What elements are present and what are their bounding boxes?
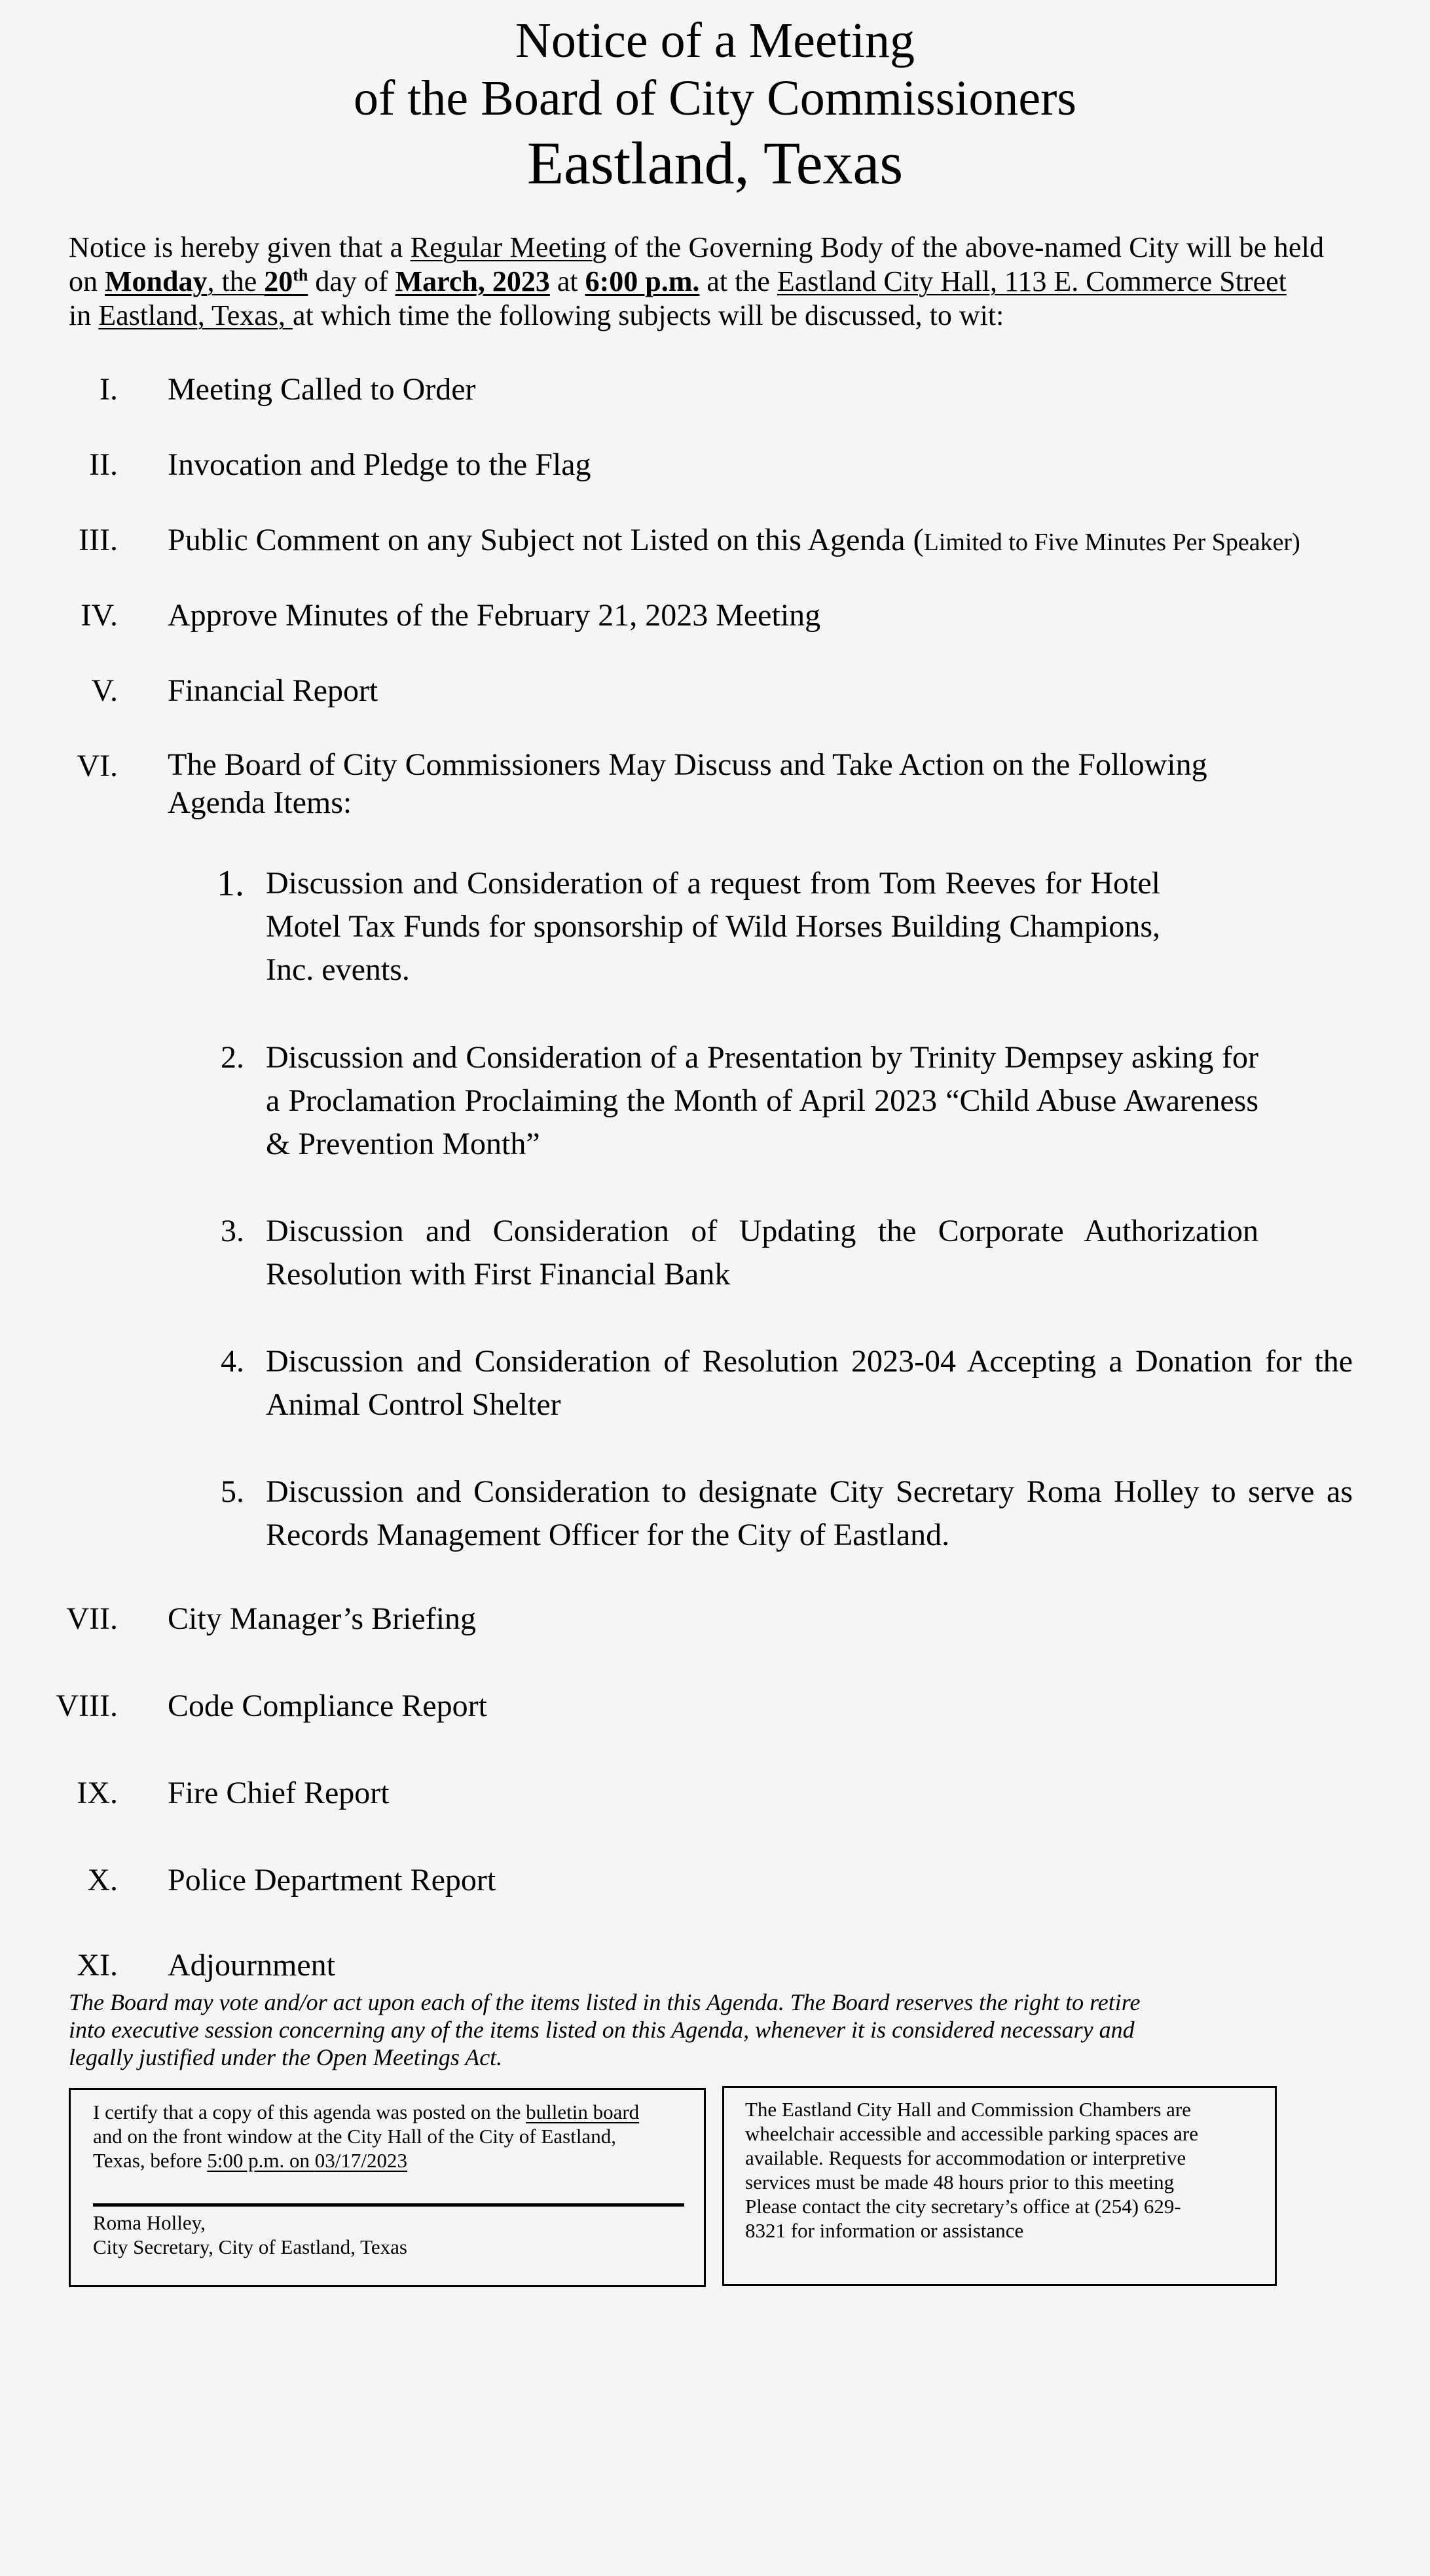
notice-text: in: [69, 299, 99, 331]
notice-text: at the: [699, 265, 777, 297]
signature-block: [93, 2211, 407, 2259]
meeting-type: Regular Meeting: [410, 231, 607, 263]
title-city: Eastland, Texas: [526, 130, 904, 196]
meeting-day-number: 20th: [264, 265, 308, 297]
sub-item-number: 2.: [221, 1040, 244, 1075]
sub-item-number: 1.: [217, 863, 244, 904]
agenda-text: Public Comment on any Subject not Listed on this Agenda (Limited to Five Minutes Per Speaker): [168, 523, 1300, 557]
sub-item-text: Discussion and Consideration of Updating the Corporate Authorization Resolution with First Financial Bank: [266, 1214, 1258, 1292]
signature-line: [93, 2203, 684, 2207]
agenda-number: VIII.: [56, 1689, 118, 1723]
agenda-number: VI.: [77, 749, 118, 783]
agenda-number: XI.: [77, 1948, 118, 1983]
agenda-text: Adjournment: [168, 1948, 335, 1983]
sub-item-number: 3.: [221, 1214, 244, 1248]
executive-session-disclaimer: The Board may vote and/or act upon each of the items listed in this Agenda. The Board reserves the right to retire into executive session concerning any of the items listed on this Agenda, whenever it is considered necessary and legally justified under the Open Meetings Act.: [69, 1989, 1141, 2070]
title-line-2: of the Board of City Commissioners: [353, 71, 1077, 126]
posting-date: 03/17/2023: [314, 2149, 407, 2172]
meeting-city: Eastland, Texas,: [98, 299, 293, 331]
agenda-text: City Manager’s Briefing: [168, 1601, 477, 1636]
agenda-number: III.: [79, 523, 118, 557]
agenda-text: The Board of City Commissioners May Discuss and Take Action on the Following Agenda Items:: [168, 747, 1207, 820]
notice-text: day of: [308, 265, 395, 297]
notice-text: Notice is hereby given that a: [69, 231, 411, 263]
sub-item-number: 5.: [221, 1474, 244, 1509]
agenda-text: Financial Report: [168, 673, 378, 708]
posting-time: 5:00 p.m.: [207, 2149, 285, 2172]
secretary-name: Roma Holley,: [93, 2211, 206, 2234]
agenda-text: Invocation and Pledge to the Flag: [168, 447, 591, 482]
sub-item-text: Discussion and Consideration of a request from Tom Reeves for Hotel Motel Tax Funds for sponsorship of Wild Horses Building Champions, Inc. events.: [266, 866, 1160, 987]
notice-text: , the: [207, 265, 265, 297]
meeting-location: Eastland City Hall, 113 E. Commerce Street: [777, 265, 1287, 297]
meeting-day-name: Monday: [105, 265, 208, 297]
agenda-text: Fire Chief Report: [168, 1776, 390, 1810]
notice-text: at which time the following subjects will be discussed, to wit:: [292, 299, 1004, 331]
posting-place: bulletin board: [526, 2100, 640, 2123]
agenda-text: Meeting Called to Order: [168, 372, 476, 407]
meeting-time: 6:00 p.m.: [585, 265, 700, 297]
agenda-number: VII.: [66, 1601, 118, 1636]
agenda-number: X.: [87, 1863, 118, 1897]
sub-item-number: 4.: [221, 1344, 244, 1379]
accessibility-notice-box: The Eastland City Hall and Commission Chambers are wheelchair accessible and accessible parking spaces are available. Requests for accommodation or interpretive services must be made 48 hours prior to this meeting Please contact the city secretary’s office at (254) 629- 8321 for information or assistance: [722, 2086, 1277, 2286]
agenda-number: IX.: [77, 1776, 118, 1810]
notice-text: at: [549, 265, 585, 297]
notice-text: on: [69, 265, 105, 297]
agenda-number: II.: [89, 447, 118, 482]
sub-item-text: Discussion and Consideration of Resolution 2023-04 Accepting a Donation for the Animal Control Shelter: [266, 1344, 1353, 1422]
agenda-text: Approve Minutes of the February 21, 2023 Meeting: [168, 598, 821, 633]
secretary-title: City Secretary, City of Eastland, Texas: [93, 2235, 407, 2258]
agenda-number: I.: [100, 372, 118, 407]
notice-text: of the Governing Body of the above-named City will be held: [606, 231, 1325, 263]
agenda-number: V.: [91, 673, 118, 708]
meeting-month-year: March, 2023: [395, 265, 550, 297]
meeting-notice: [69, 231, 1365, 333]
agenda-number: IV.: [81, 598, 118, 633]
sub-item-text: Discussion and Consideration to designate City Secretary Roma Holley to serve as Records Management Officer for the City of Eastland.: [266, 1474, 1353, 1552]
agenda-text: Code Compliance Report: [168, 1689, 487, 1723]
posting-certification-box: I certify that a copy of this agenda was posted on the bulletin board and on the front window at the City Hall of the City of Eastland, Texas, before 5:00 p.m. on 03/17/2023 Roma Holley, City Secretary, City of Eastland, Texas: [69, 2088, 706, 2287]
agenda-text: Police Department Report: [168, 1863, 496, 1897]
title-line-1: Notice of a Meeting: [515, 13, 915, 68]
speaker-limit-note: Limited to Five Minutes Per Speaker): [923, 529, 1300, 556]
sub-item-text: Discussion and Consideration of a Presentation by Trinity Dempsey asking for a Proclamation Proclaiming the Month of April 2023 “Child Abuse Awareness & Prevention Month”: [266, 1040, 1258, 1161]
